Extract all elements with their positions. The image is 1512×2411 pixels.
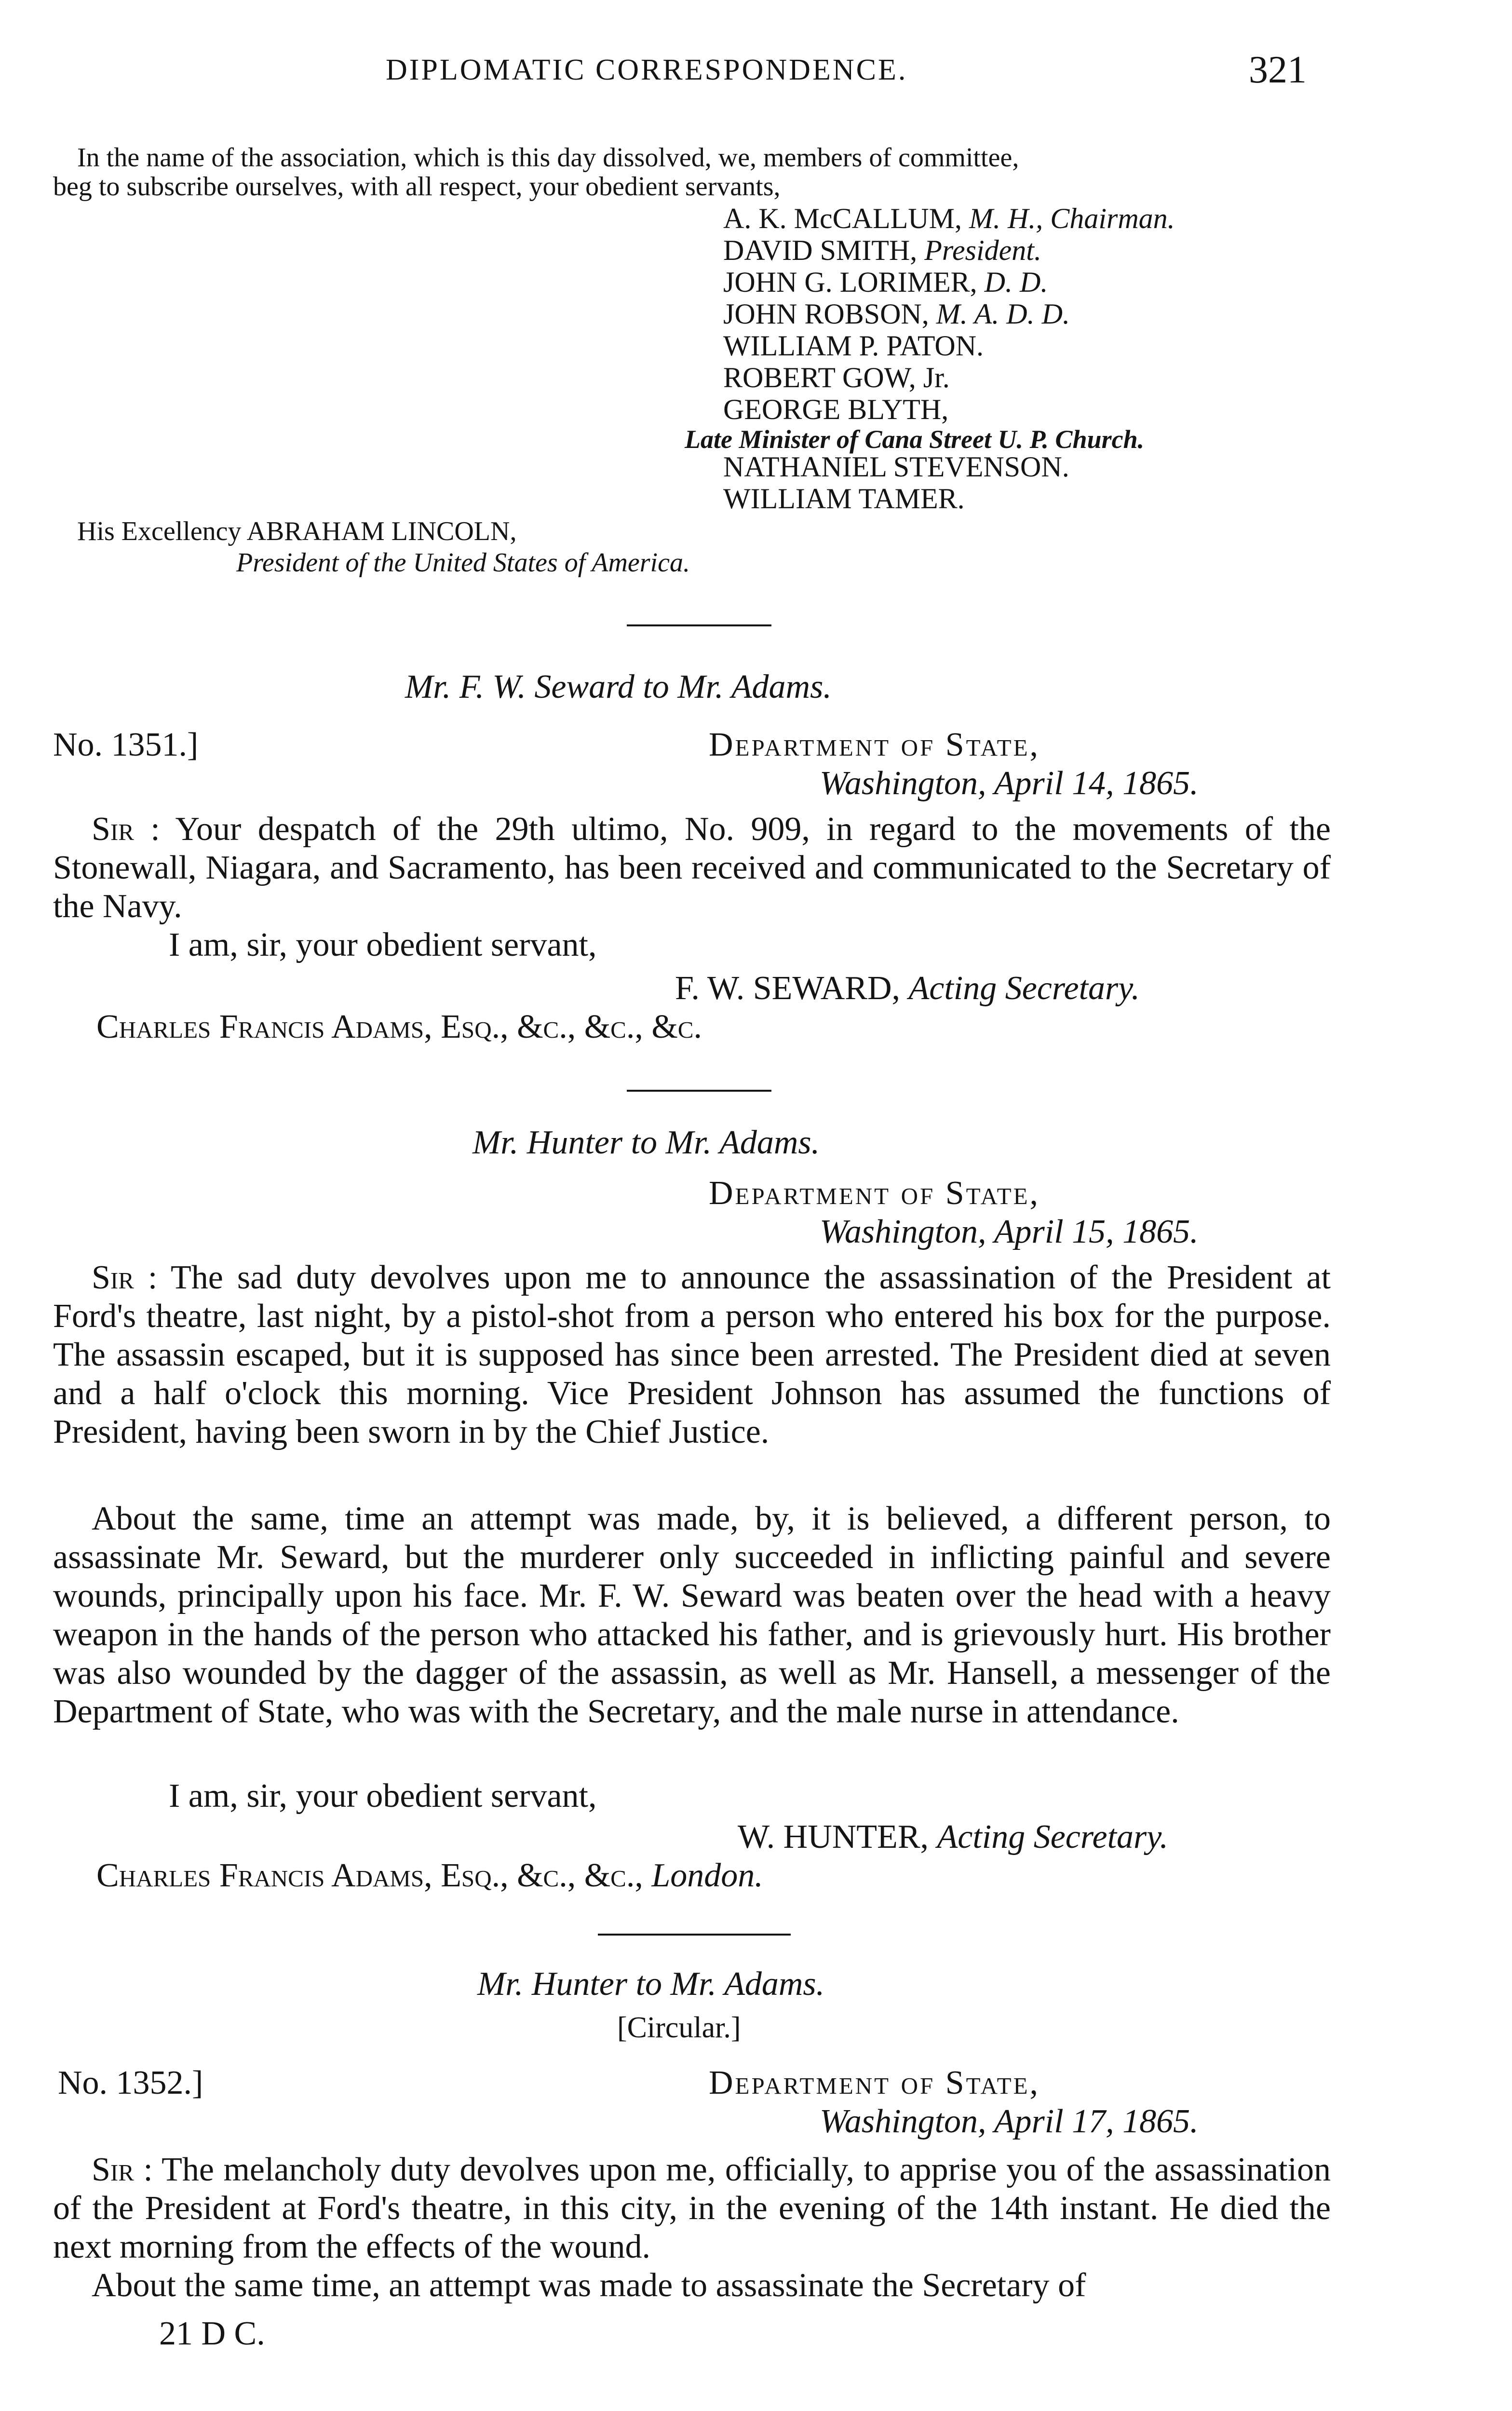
letter3-place-date: Washington, April 15, 1865. [820,1213,1199,1250]
letter2-closing: I am, sir, your obedient servant, [169,926,597,963]
signatory-2: DAVID SMITH, President. [723,234,1041,266]
letter4-number: No. 1352.] [58,2064,203,2101]
page-number: 321 [1249,49,1307,91]
signatory-8: NATHANIEL STEVENSON. [723,451,1069,483]
letter2-body: Sir : Your despatch of the 29th ultimo, No. 909, in regard to the movements of the Stonewall, Niagara, and Sacramento, has been received and communicated to the Secretary of the Navy. [53,811,1331,925]
signatory-block [723,203,1175,425]
signatory-3: JOHN G. LORIMER, D. D. [723,266,1048,298]
signatory-9: WILLIAM TAMER. [723,483,965,515]
letter4-body-2: About the same time, an attempt was made to assassinate the Secretary of [92,2267,1086,2304]
running-header: DIPLOMATIC CORRESPONDENCE. [386,54,908,86]
letter2-place-date: Washington, April 14, 1865. [820,765,1199,802]
letter3-heading: Mr. Hunter to Mr. Adams. [472,1124,820,1161]
divider-rule [627,624,771,626]
letter4-heading: Mr. Hunter to Mr. Adams. [477,1965,825,2003]
signature-mark: 21 D C. [159,2315,265,2352]
letter3-closing: I am, sir, your obedient servant, [169,1777,597,1815]
signatory-4: JOHN ROBSON, M. A. D. D. [723,298,1070,330]
signatory-block-after [723,451,1069,515]
closing-line-1: In the name of the association, which is this day dissolved, we, members of committee, [77,143,1019,173]
signatory-5: WILLIAM P. PATON. [723,330,984,362]
letter3-signature: W. HUNTER, Acting Secretary. [738,1818,1168,1856]
signatory-6: ROBERT GOW, Jr. [723,362,950,393]
divider-rule [598,1934,791,1936]
addressee-name: His Excellency ABRAHAM LINCOLN, [77,516,517,546]
letter4-place-date: Washington, April 17, 1865. [820,2103,1199,2140]
letter3-body-1: Sir : The sad duty devolves upon me to announce the assassination of the President at Ford's theatre, last night, by a pistol-shot from a person who entered his box for the purpose. The assassin escaped, but it is supposed has since been arrested. The President died at seven and a half o'clock this morning. Vice President Johnson has assumed the functions of President, having been sworn in by the Chief Justice. [53,1259,1331,1450]
signatory-7: GEORGE BLYTH, [723,393,949,425]
letter4-circular: [Circular.] [617,2011,741,2044]
letter2-number: No. 1351.] [53,726,199,763]
signatory-1: A. K. McCALLUM, M. H., Chairman. [723,203,1175,234]
letter2-heading: Mr. F. W. Seward to Mr. Adams. [405,668,832,705]
blyth-note: Late Minister of Cana Street U. P. Church. [685,425,1145,454]
addressee-title: President of the United States of America. [236,548,690,578]
letter2-recipient: Charles Francis Adams, Esq., &c., &c., &c. [96,1008,702,1045]
divider-rule [627,1090,771,1092]
letter3-dept: Department of State, [709,1175,1040,1212]
closing-line-2: beg to subscribe ourselves, with all respect, your obedient servants, [53,172,781,202]
letter4-body-1: Sir : The melancholy duty devolves upon me, officially, to apprise you of the assassination of the President at Ford's theatre, in this city, in the evening of the 14th instant. He died the next morning from the effects of the wound. [53,2151,1331,2265]
letter3-body-2: About the same, time an attempt was made, by, it is believed, a different person, to assassinate Mr. Seward, but the murderer only succeeded in inflicting painful and severe wounds, principally upon his face. Mr. F. W. Seward was beaten over the head with a heavy weapon in the hands of the person who attacked his father, and is grievously hurt. His brother was also wounded by the dagger of the assassin, as well as Mr. Hansell, a messenger of the Department of State, who was with the Secretary, and the male nurse in attendance. [53,1500,1331,1730]
letter2-signature: F. W. SEWARD, Acting Secretary. [675,970,1140,1007]
letter4-dept: Department of State, [709,2064,1040,2101]
letter2-dept: Department of State, [709,726,1040,763]
letter3-recipient: Charles Francis Adams, Esq., &c., &c., London. [96,1857,763,1894]
